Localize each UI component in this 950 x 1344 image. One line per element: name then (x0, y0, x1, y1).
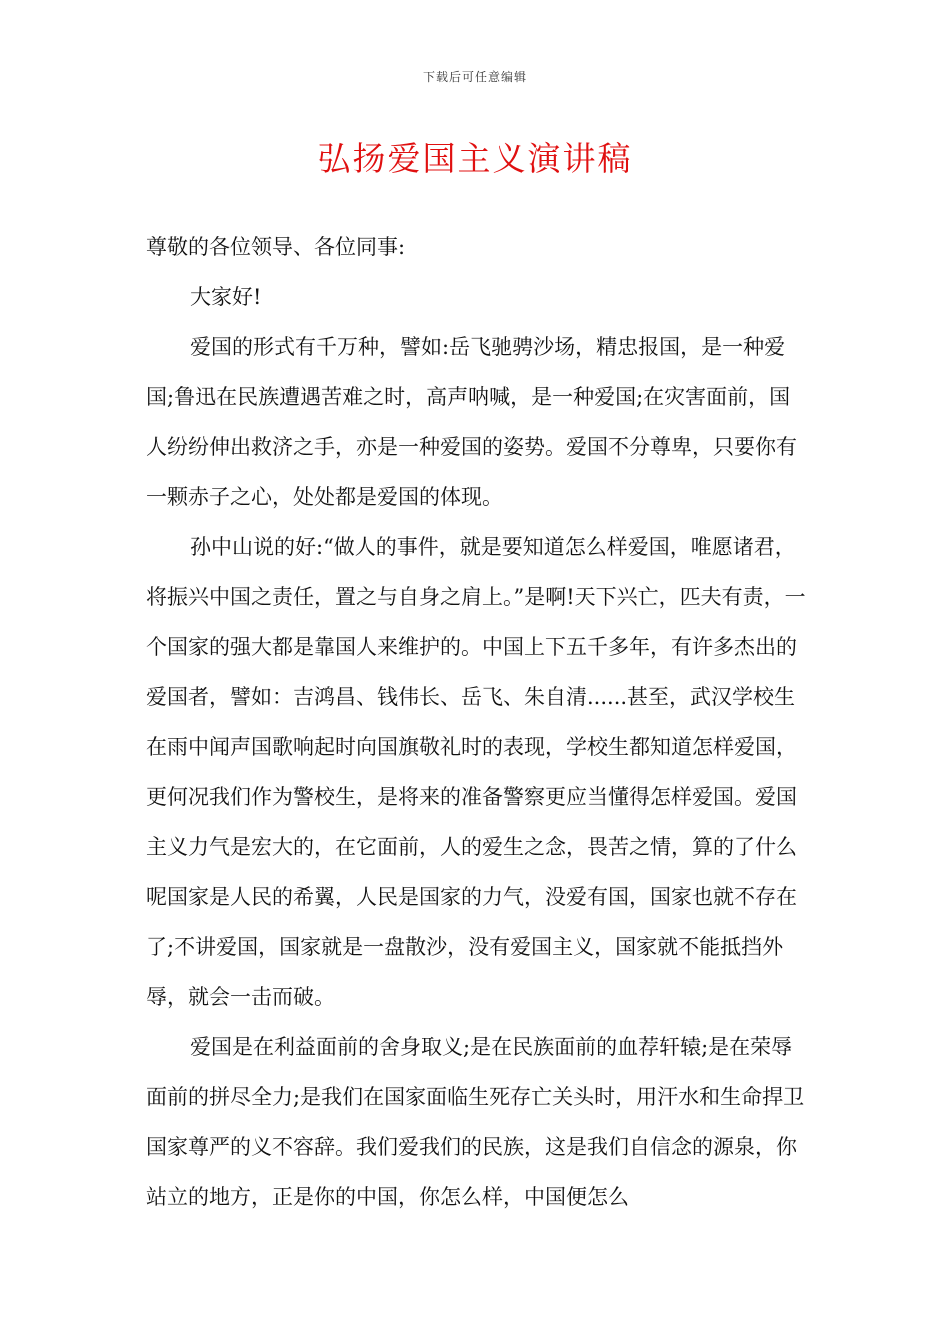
paragraph-2: 孙中山说的好:“做人的事件，就是要知道怎么样爱国，唯愿诸君，将振兴中国之责任，置之与自身之肩上。”是啊!天下兴亡，匹夫有责，一个国家的强大都是靠国人来维护的。中国上下五千多年，有许多杰出的爱国者，譬如：吉鸿昌、钱伟长、岳飞、朱自清......甚至，武汉学校生在雨中闻声国歌响起时向国旗敬礼时的表现，学校生都知道怎样爱国，更何况我们作为警校生，是将来的准备警察更应当懂得怎样爱国。爱国主义力气是宏大的，在它面前，人的爱生之念，畏苦之情，算的了什么呢国家是人民的希翼，人民是国家的力气，没爱有国，国家也就不存在了;不讲爱国，国家就是一盘散沙，没有爱国主义，国家就不能抵挡外辱，就会一击而破。 (146, 535, 806, 1009)
header-note: 下载后可任意编辑 (422, 70, 527, 84)
salutation: 尊敬的各位领导、各位同事: (146, 235, 406, 259)
page-title: 弘扬爱国主义演讲稿 (317, 139, 633, 178)
document-body (146, 222, 806, 1222)
paragraph-1: 爱国的形式有千万种，譬如:岳飞驰骋沙场，精忠报国，是一种爱国;鲁迅在民族遭遇苦难之时，高声呐喊，是一种爱国;在灾害面前，国人纷纷伸出救济之手，亦是一种爱国的姿势。爱国不分尊卑，只要你有一颗赤子之心，处处都是爱国的体现。 (146, 335, 797, 509)
greeting: 大家好! (190, 285, 262, 309)
paragraph-3: 爱国是在利益面前的舍身取义;是在民族面前的血荐轩辕;是在荣辱面前的拼尽全力;是我们在国家面临生死存亡关头时，用汗水和生命捍卫国家尊严的义不容辞。我们爱我们的民族，这是我们自信念的源泉，你站立的地方，正是你的中国，你怎么样，中国便怎么 (146, 1035, 805, 1209)
